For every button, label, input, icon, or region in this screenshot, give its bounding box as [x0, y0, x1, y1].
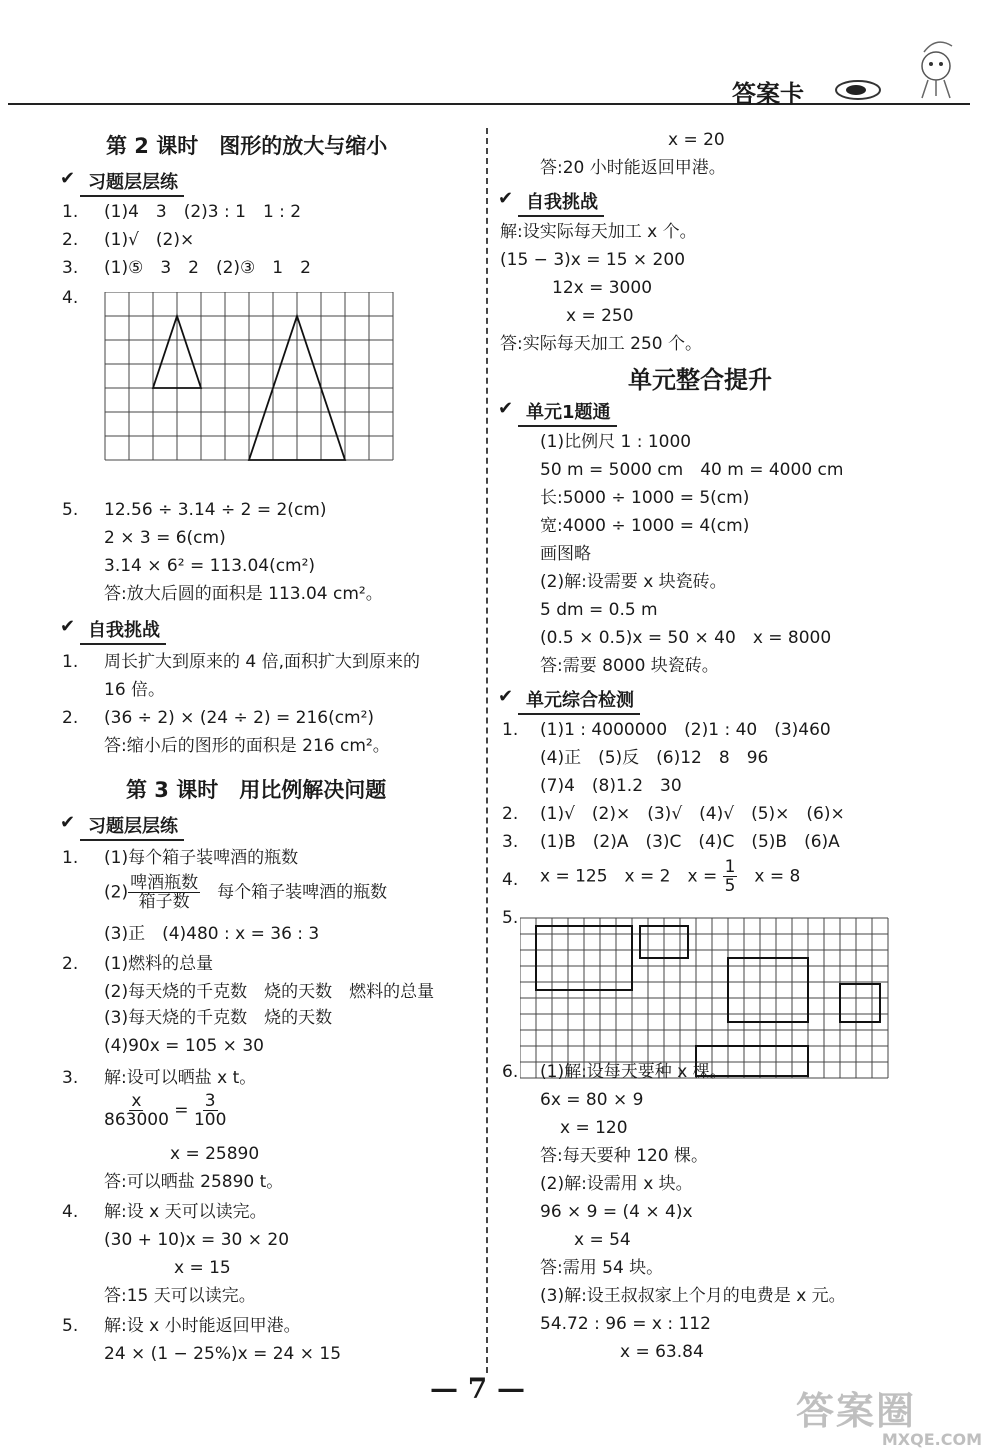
answer-line: 24 × (1 − 25%)x = 24 × 15 [104, 1344, 342, 1364]
answer-line: (2)解:设需用 x 块。 [540, 1174, 693, 1194]
answer-line: 答:20 小时能返回甲港。 [540, 158, 726, 178]
fraction: $\frac{x}{863000}$ [104, 1091, 169, 1130]
answer-line: 宽:4000 ÷ 1000 = 4(cm) [540, 516, 750, 536]
answer-line: 周长扩大到原来的 4 倍,面积扩大到原来的 [104, 652, 421, 672]
q-number: 1. [502, 720, 519, 740]
q-number: 5. [62, 1316, 79, 1336]
answer-line: 答:需要 8000 块瓷砖。 [540, 656, 719, 676]
q-number: 4. [502, 870, 519, 890]
answer-line: 3.14 × 6² = 113.04(cm²) [104, 556, 316, 576]
answer-line: (1)⑤ 3 2 (2)③ 1 2 [104, 258, 311, 278]
answer-line: (1)B (2)A (3)C (4)C (5)B (6)A [540, 832, 840, 852]
q-number: 5. [62, 500, 79, 520]
q-number: 2. [62, 230, 79, 250]
checkmark-icon: ✔ [498, 398, 514, 419]
answer-line: (4)90x = 105 × 30 [104, 1036, 264, 1056]
watermark-main-text: 答案圈 [796, 1389, 917, 1433]
checkmark-icon: ✔ [60, 168, 76, 189]
answer-line: 2 × 3 = 6(cm) [104, 528, 226, 548]
answer-line: (1)比例尺 1 : 1000 [540, 432, 692, 452]
header-label: 答案卡 [732, 80, 804, 108]
unit-title: 单元整合提升 [628, 366, 772, 394]
answer-line: 解:设 x 小时能返回甲港。 [104, 1316, 301, 1336]
answer-line: 答:可以晒盐 25890 t。 [104, 1172, 284, 1192]
answer-line: (1)1 : 4000000 (2)1 : 40 (3)460 [540, 720, 831, 740]
q-number: 2. [62, 708, 79, 728]
practice-heading-2: ✔ 习题层层练 [60, 812, 178, 838]
watermark-logo [796, 1390, 992, 1450]
checkmark-icon: ✔ [498, 188, 514, 209]
rectangles-grid-figure [520, 912, 890, 1082]
answer-line: 12x = 3000 [552, 278, 653, 298]
answer-fraction-line: $\frac{x}{863000}$ = $\frac{3}{100}$ [104, 1091, 227, 1130]
answer-line: 答:实际每天加工 250 个。 [500, 334, 702, 354]
answer-line: 12.56 ÷ 3.14 ÷ 2 = 2(cm) [104, 500, 327, 520]
answer-line: (1)4 3 (2)3 : 1 1 : 2 [104, 202, 302, 222]
mascot-logo-icon [832, 32, 972, 104]
q-number: 1. [62, 848, 79, 868]
answer-line: 54.72 : 96 = x : 112 [540, 1314, 711, 1334]
answer-line: (15 − 3)x = 15 × 200 [500, 250, 686, 270]
q-number: 2. [502, 804, 519, 824]
checkmark-icon: ✔ [60, 812, 76, 833]
q-number: 6. [502, 1062, 519, 1082]
answer-line: x = 120 [560, 1118, 628, 1138]
answer-line: (3)每天烧的千克数 烧的天数 [104, 1008, 333, 1028]
q-number: 2. [62, 954, 79, 974]
checkmark-icon: ✔ [60, 616, 76, 637]
challenge-heading-2: ✔ 自我挑战 [498, 188, 598, 214]
answer-line: (1)解:设每天要种 x 棵。 [540, 1062, 727, 1082]
answer-line: 96 × 9 = (4 × 4)x [540, 1202, 693, 1222]
answer-fraction-line: x = 125 x = 2 x = $\frac{1}{5}$ x = 8 [540, 857, 801, 896]
checkmark-icon: ✔ [498, 686, 514, 707]
answer-line: 16 倍。 [104, 680, 166, 700]
answer-line: (4)正 (5)反 (6)12 8 96 [540, 748, 769, 768]
answer-line: 5 dm = 0.5 m [540, 600, 658, 620]
answer-line: x = 25890 [170, 1144, 260, 1164]
answer-line: 解:设可以晒盐 x t。 [104, 1068, 257, 1088]
q-number: 4. [62, 288, 79, 308]
answer-line: (1)√ (2)× (3)√ (4)√ (5)× (6)× [540, 804, 845, 824]
q-number: 3. [62, 258, 79, 278]
answer-line: x = 250 [566, 306, 634, 326]
answer-line: 解:设实际每天加工 x 个。 [500, 222, 697, 242]
answer-line: (2)每天烧的千克数 烧的天数 燃料的总量 [104, 982, 435, 1002]
answer-line: (30 + 10)x = 30 × 20 [104, 1230, 290, 1250]
fraction: $\frac{\text{啤酒瓶数}}{\text{箱子数}}$ [130, 873, 199, 912]
triangle-grid-figure [104, 292, 398, 482]
answer-line: 画图略 [540, 544, 591, 564]
answer-line: 答:需用 54 块。 [540, 1258, 664, 1278]
header-line [8, 103, 970, 105]
lesson3-title: 第 3 课时 用比例解决问题 [126, 778, 387, 802]
q-number: 5. [502, 908, 519, 928]
answer-line: x = 20 [668, 130, 725, 150]
answer-line: 6x = 80 × 9 [540, 1090, 644, 1110]
answer-line: 长:5000 ÷ 1000 = 5(cm) [540, 488, 750, 508]
answer-line: 答:缩小后的图形的面积是 216 cm²。 [104, 736, 390, 756]
challenge-heading-1: ✔ 自我挑战 [60, 616, 160, 642]
answer-line: 50 m = 5000 cm 40 m = 4000 cm [540, 460, 844, 480]
q-number: 4. [62, 1202, 79, 1222]
fraction: $\frac{3}{100}$ [193, 1091, 227, 1130]
column-divider [486, 128, 488, 1373]
answer-line: (2)解:设需要 x 块瓷砖。 [540, 572, 727, 592]
answer-line: 答:15 天可以读完。 [104, 1286, 256, 1306]
practice-heading-1: ✔ 习题层层练 [60, 168, 178, 194]
answer-line: (7)4 (8)1.2 30 [540, 776, 682, 796]
lesson2-title: 第 2 课时 图形的放大与缩小 [106, 134, 388, 158]
answer-line: 答:每天要种 120 棵。 [540, 1146, 708, 1166]
answer-line: 答:放大后圆的面积是 113.04 cm²。 [104, 584, 383, 604]
answer-line: (3)正 (4)480 : x = 36 : 3 [104, 924, 320, 944]
q-number: 1. [62, 202, 79, 222]
answer-fraction-line: (2) $\frac{\text{啤酒瓶数}}{\text{箱子数}}$ 每个箱子装啤酒的瓶数 [104, 873, 388, 912]
unit1-heading: ✔ 单元1题通 [498, 398, 611, 424]
answer-line: (36 ÷ 2) × (24 ÷ 2) = 216(cm²) [104, 708, 375, 728]
answer-line: x = 54 [574, 1230, 631, 1250]
answer-line: (0.5 × 0.5)x = 50 × 40 x = 8000 [540, 628, 832, 648]
answer-line: (1)√ (2)× [104, 230, 195, 250]
q-number: 3. [62, 1068, 79, 1088]
test-heading: ✔ 单元综合检测 [498, 686, 634, 712]
watermark-url-text: MXQE.COM [881, 1430, 982, 1449]
answer-line: (3)解:设王叔叔家上个月的电费是 x 元。 [540, 1286, 846, 1306]
answer-line: 解:设 x 天可以读完。 [104, 1202, 267, 1222]
answer-line: (1)每个箱子装啤酒的瓶数 [104, 848, 299, 868]
answer-line: x = 63.84 [620, 1342, 704, 1362]
answer-line: x = 15 [174, 1258, 231, 1278]
answer-line: (1)燃料的总量 [104, 954, 214, 974]
q-number: 1. [62, 652, 79, 672]
fraction: $\frac{1}{5}$ [724, 857, 736, 896]
page-number: — 7 — [430, 1372, 525, 1405]
q-number: 3. [502, 832, 519, 852]
